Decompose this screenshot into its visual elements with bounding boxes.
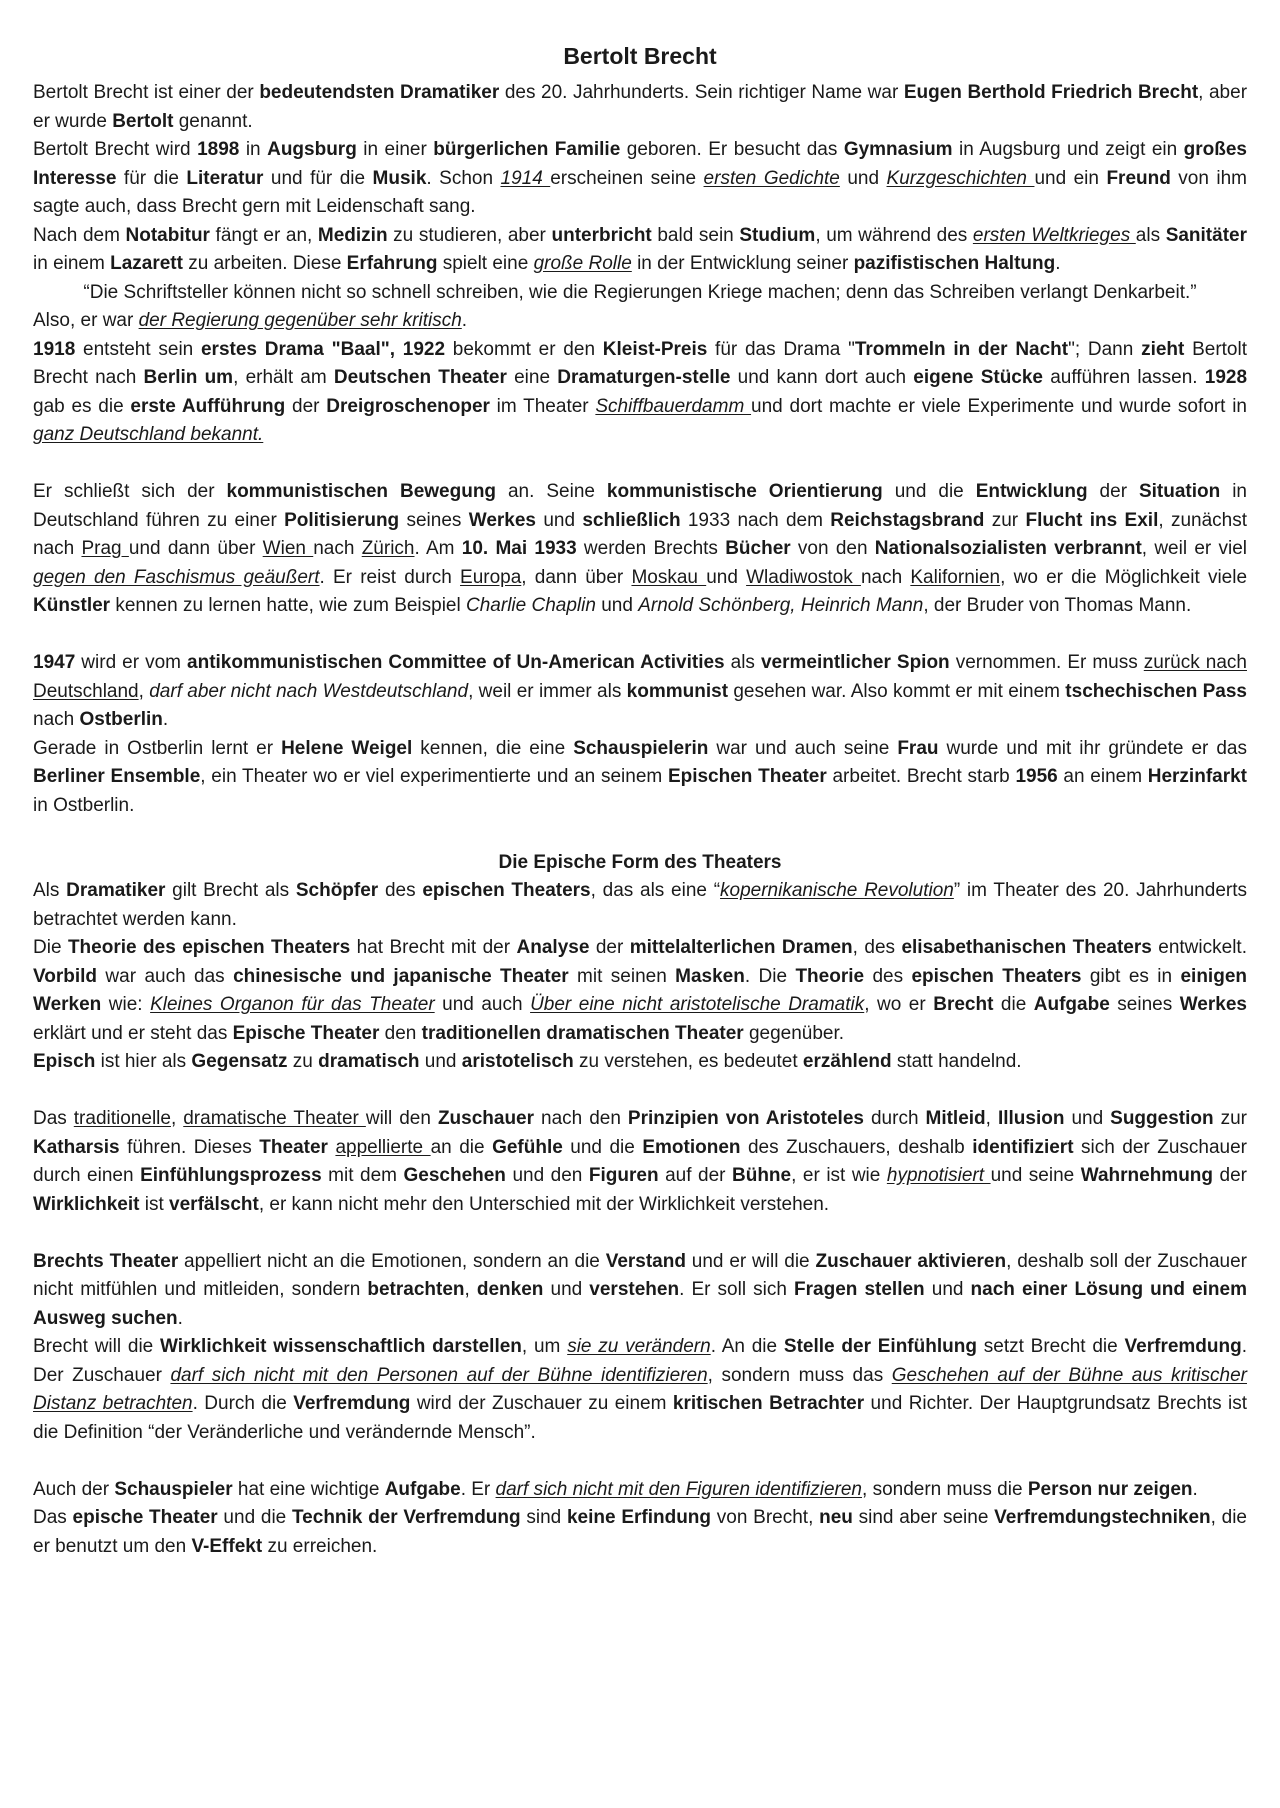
bold-text: Theorie des epischen Theaters	[67, 937, 351, 958]
bold-text: Künstler	[33, 595, 111, 616]
bold-text: Nationalsozialisten verbrannt	[874, 538, 1142, 559]
bold-text: Flucht ins Exil	[1025, 509, 1159, 531]
bold-text: Musik	[372, 167, 427, 189]
bold-text: 1956	[1015, 766, 1058, 787]
bold-text: verfälscht	[169, 1193, 259, 1215]
bold-text: vermeintlicher Spion	[760, 652, 950, 673]
paragraph-intro: Bertolt Brecht ist einer der bedeutendsten Dramatiker des 20. Jahrhunderts. Sein richtiger Name war Eugen Berthold Friedrich Brecht, aber er wurde Bertolt genannt.	[33, 82, 1248, 132]
italic-text: Arnold Schönberg, Heinrich Mann	[638, 595, 924, 616]
paragraph-spacer	[33, 1219, 1247, 1248]
underlined-text: gegen den Faschismus geäußert	[33, 566, 320, 588]
bold-text: erstes Drama "Baal", 1922	[200, 338, 446, 360]
bold-text: Illusion	[997, 1108, 1065, 1129]
bold-text: Aufgabe	[1033, 994, 1110, 1015]
bold-text: zieht	[1141, 338, 1185, 360]
bold-text: Entwicklung	[975, 481, 1088, 502]
bold-text: Stelle der Einfühlung	[783, 1336, 977, 1357]
italic-text: darf aber nicht nach Westdeutschland	[149, 680, 469, 702]
paragraph-spacer	[33, 820, 1247, 849]
bold-text: Vorbild	[33, 965, 98, 987]
bold-text: Ostberlin	[79, 709, 163, 730]
bold-text: Schauspieler	[114, 1478, 233, 1500]
bold-text: antikommunistischen Committee of Un-American Activities	[187, 652, 725, 673]
bold-text: Situation	[1138, 481, 1221, 502]
bold-text: erste Aufführung	[130, 395, 286, 417]
bold-text: Kleist-Preis	[602, 338, 708, 360]
bold-text: Werkes	[1179, 994, 1247, 1015]
bold-text: erzählend	[802, 1051, 892, 1072]
bold-text: eigene Stücke	[913, 367, 1043, 388]
paragraph-epic-intro: Als Dramatiker gilt Brecht als Schöpfer des epischen Theaters, das als eine “kopernikanische Revolution” im Theater des 20. Jahrhunderts betrachtet werden kann.	[33, 880, 1247, 930]
underlined-text: darf sich nicht mit den Personen auf der Bühne identifizieren	[170, 1364, 708, 1386]
paragraph-return: 1947 wird er vom antikommunistischen Committee of Un-American Activities als vermeintlicher Spion vernommen. Er muss zurück nach Deutschland, darf aber nicht nach Westdeutschland, weil er immer als kommunist gesehen war. Also kommt er mit einem tschechischen Pass nach Ostberlin.	[33, 652, 1247, 730]
bold-text: unterbricht	[551, 224, 652, 246]
paragraph-spacer	[33, 450, 1247, 479]
bold-text: kritischen Betrachter	[672, 1393, 865, 1414]
bold-text: bedeutendsten Dramatiker	[259, 82, 500, 103]
paragraph-ostberlin: Gerade in Ostberlin lernt er Helene Weigel kennen, die eine Schauspielerin war und auch seine Frau wurde und mit ihr gründete er das Berliner Ensemble, ein Theater wo er viel experimentierte und an seinem Epischen Theater arbeitet. Brecht starb 1956 an einem Herzinfarkt in Ostberlin.	[33, 737, 1247, 816]
paragraph-traditional-theater: Das traditionelle, dramatische Theater will den Zuschauer nach den Prinzipien von Aristoteles durch Mitleid, Illusion und Suggestion zur Katharsis führen. Dieses Theater appellierte an die Gefühle und die Emotionen des Zuschauers, deshalb identifiziert sich der Zuschauer durch einen Einfühlungsprozess mit dem Geschehen und den Figuren auf der Bühne, er ist wie hypnotisiert und seine Wahrnehmung der Wirklichkeit ist verfälscht, er kann nicht mehr den Unterschied mit der Wirklichkeit verstehen.	[33, 1108, 1248, 1215]
bold-text: Zuschauer aktivieren	[815, 1250, 1007, 1272]
bold-text: großes Interesse	[33, 139, 1248, 189]
underlined-text: ganz Deutschland bekannt.	[33, 424, 264, 445]
bold-text: Epische Theater	[232, 1022, 380, 1044]
bold-text: Freund	[1106, 167, 1171, 189]
bold-text: Frau	[897, 737, 939, 759]
bold-text: Eugen Berthold Friedrich Brecht	[903, 82, 1199, 103]
bold-text: Brechts Theater	[33, 1250, 179, 1272]
bold-text: Werkes	[468, 509, 536, 531]
bold-text: keine Erfindung	[566, 1507, 712, 1528]
bold-text: Dramatiker	[66, 880, 166, 901]
bold-text: Person nur zeigen	[1027, 1478, 1193, 1500]
bold-text: kommunistische Orientierung	[606, 481, 883, 502]
underlined-text: 1914	[500, 167, 551, 189]
bold-text: kommunistischen Bewegung	[226, 481, 497, 502]
underlined-text: traditionelle	[73, 1108, 171, 1129]
underlined-text: hypnotisiert	[886, 1165, 991, 1186]
bold-text: Verfremdung	[1124, 1336, 1242, 1357]
bold-text: epischen Theaters	[911, 965, 1082, 987]
bold-text: Herzinfarkt	[1147, 766, 1247, 787]
bold-text: Einfühlungsprozess	[140, 1165, 322, 1186]
brecht-quote: “Die Schriftsteller können nicht so schnell schreiben, wie die Regierungen Kriege machen; denn das Schreiben verlangt Denkarbeit.”	[83, 281, 1197, 303]
paragraph-brechts-theater: Brechts Theater appelliert nicht an die Emotionen, sondern an die Verstand und er will die Zuschauer aktivieren, deshalb soll der Zuschauer nicht mitfühlen und mitleiden, sondern betrachten, denken und verstehen. Er soll sich Fragen stellen und nach einer Lösung und einem Ausweg suchen.	[33, 1250, 1248, 1329]
bold-text: Gegensatz	[191, 1051, 288, 1072]
underlined-text: ersten Weltkrieges	[972, 224, 1136, 246]
bold-text: 1928	[1204, 367, 1248, 388]
underlined-text: sie zu verändern	[567, 1336, 711, 1357]
bold-text: Dreigroschenoper	[326, 395, 490, 417]
bold-text: Bertolt	[112, 110, 174, 132]
bold-text: 1918	[33, 338, 76, 360]
bold-text: neu	[819, 1507, 853, 1528]
bold-text: pazifistischen Haltung	[853, 253, 1056, 274]
bold-text: elisabethanischen Theaters	[901, 937, 1152, 958]
bold-text: Augsburg	[267, 139, 357, 160]
underlined-text: zurück nach Deutschland	[33, 652, 1247, 702]
paragraph-spacer	[33, 1447, 1247, 1476]
underlined-text: der Regierung gegenüber sehr kritisch	[138, 310, 462, 331]
paragraph-career: 1918 entsteht sein erstes Drama "Baal", 1922 bekommt er den Kleist-Preis für das Drama "Trommeln in der Nacht"; Dann zieht Bertolt Brecht nach Berlin um, erhält am Deutschen Theater eine Dramaturgen-stelle und kann dort auch eigene Stücke aufführen lassen. 1928 gab es die erste Aufführung der Dreigroschenoper im Theater Schiffbauerdamm und dort machte er viele Experimente und wurde sofort in ganz Deutschland bekannt.	[33, 338, 1248, 445]
bold-text: Gefühle	[492, 1136, 563, 1158]
bold-text: Reichstagsbrand	[830, 509, 985, 531]
underlined-text: Wien	[262, 538, 314, 559]
bold-text: Verfremdungstechniken	[994, 1507, 1211, 1528]
paragraph-epic-theory: Die Theorie des epischen Theaters hat Brecht mit der Analyse der mittelalterlichen Dramen, des elisabethanischen Theaters entwickelt. Vorbild war auch das chinesische und japanische Theater mit seinen Masken. Die Theorie des epischen Theaters gibt es in einigen Werken wie: Kleines Organon für das Theater und auch Über eine nicht aristotelische Dramatik, wo er Brecht die Aufgabe seines Werkes erklärt und er steht das Epische Theater den traditionellen dramatischen Theater gegenüber.	[33, 937, 1247, 1044]
underlined-text: darf sich nicht mit den Figuren identifizieren	[495, 1478, 863, 1500]
bold-text: Technik der Verfremdung	[291, 1507, 521, 1528]
bold-text: verstehen	[589, 1279, 680, 1300]
bold-text: Emotionen	[642, 1136, 741, 1158]
paragraph-childhood: Bertolt Brecht wird 1898 in Augsburg in einer bürgerlichen Familie geboren. Er besucht das Gymnasium in Augsburg und zeigt ein großes Interesse für die Literatur und für die Musik. Schon 1914 erscheinen seine ersten Gedichte und Kurzgeschichten und ein Freund von ihm sagte auch, dass Brecht gern mit Leidenschaft sang.	[33, 139, 1248, 217]
bold-text: tschechischen Pass	[1065, 680, 1247, 702]
bold-text: schließlich	[582, 509, 681, 531]
bold-text: betrachten	[367, 1279, 465, 1300]
bold-text: Theater	[259, 1136, 328, 1158]
bold-text: epischen Theaters	[422, 880, 591, 901]
bold-text: mittelalterlichen Dramen	[629, 937, 853, 958]
bold-text: Fragen stellen	[794, 1279, 925, 1300]
bold-text: traditionellen dramatischen Theater	[421, 1022, 744, 1044]
bold-text: Wirklichkeit	[33, 1193, 140, 1215]
bold-text: dramatisch	[318, 1051, 420, 1072]
bold-text: chinesische und japanische Theater	[233, 965, 569, 987]
bold-text: Medizin	[317, 224, 388, 246]
bold-text: Lazarett	[110, 253, 183, 274]
bold-text: Suggestion	[1110, 1108, 1214, 1129]
bold-text: Mitleid	[925, 1108, 986, 1129]
bold-text: denken	[476, 1279, 544, 1300]
bold-text: Geschehen	[403, 1165, 506, 1186]
bold-text: Analyse	[516, 937, 590, 958]
bold-text: Literatur	[186, 167, 264, 189]
underlined-text: Kleines Organon für das Theater	[150, 994, 435, 1015]
bold-text: Bücher	[725, 538, 791, 559]
bold-text: Bühne	[732, 1165, 792, 1186]
bold-text: Aufgabe	[384, 1478, 461, 1500]
bold-text: Theorie	[795, 965, 865, 987]
paragraph-verfremdung: Brecht will die Wirklichkeit wissenschaftlich darstellen, um sie zu verändern. An die Stelle der Einfühlung setzt Brecht die Verfremdung. Der Zuschauer darf sich nicht mit den Personen auf der Bühne identifizieren, sondern muss das Geschehen auf der Bühne aus kritischer Distanz betrachten. Durch die Verfremdung wird der Zuschauer zu einem kritischen Betrachter und Richter. Der Hauptgrundsatz Brechts ist die Definition “der Veränderliche und verändernde Mensch”.	[33, 1336, 1248, 1443]
bold-text: Trommeln in der Nacht	[854, 338, 1069, 360]
bold-text: nach einer Lösung und einem Ausweg suchen	[33, 1279, 1247, 1329]
bold-text: Masken	[675, 965, 745, 987]
bold-text: epische Theater	[72, 1507, 218, 1528]
bold-text: Erfahrung	[346, 253, 438, 274]
underlined-text: appellierte	[335, 1136, 431, 1158]
underlined-text: kopernikanische Revolution	[720, 880, 954, 901]
section-title: Die Epische Form des Theaters	[498, 851, 782, 873]
bold-text: Wahrnehmung	[1080, 1165, 1214, 1186]
bold-text: Politisierung	[284, 509, 400, 531]
underlined-text: Europa	[460, 566, 522, 588]
paragraph-critical: Also, er war der Regierung gegenüber sehr kritisch.	[33, 310, 468, 331]
bold-text: Schauspielerin	[573, 737, 709, 759]
bold-text: Wirklichkeit wissenschaftlich darstellen	[160, 1336, 522, 1357]
bold-text: Helene Weigel	[281, 737, 413, 759]
bold-text: Notabitur	[125, 224, 210, 246]
paragraph-actor: Auch der Schauspieler hat eine wichtige Aufgabe. Er darf sich nicht mit den Figuren identifizieren, sondern muss die Person nur zeigen.	[33, 1478, 1198, 1500]
paragraph-spacer	[33, 621, 1247, 650]
underlined-text: Geschehen auf der Bühne aus kritischer Distanz betrachten	[33, 1364, 1247, 1414]
bold-text: 1898	[197, 139, 240, 160]
document-title: Bertolt Brecht	[563, 43, 717, 69]
bold-text: Brecht	[933, 994, 994, 1015]
bold-text: Sanitäter	[1165, 224, 1247, 246]
bold-text: aristotelisch	[461, 1051, 574, 1072]
bold-text: 10. Mai 1933	[461, 538, 577, 559]
paragraph-spacer	[33, 1077, 1247, 1106]
bold-text: Dramaturgen-stelle	[557, 367, 731, 388]
underlined-text: Kalifornien	[910, 566, 1001, 588]
bold-text: Deutschen Theater	[333, 367, 507, 388]
bold-text: einigen Werken	[33, 965, 1247, 1015]
bold-text: V-Effekt	[191, 1535, 263, 1557]
bold-text: identifiziert	[972, 1136, 1074, 1158]
italic-text: Charlie Chaplin	[466, 595, 596, 616]
bold-text: 1947	[33, 652, 76, 673]
bold-text: Berlin um	[143, 367, 234, 388]
bold-text: Gymnasium	[843, 139, 953, 160]
bold-text: Schöpfer	[295, 880, 379, 901]
underlined-text: ersten Gedichte	[703, 167, 840, 189]
bold-text: Epischen Theater	[667, 766, 827, 787]
bold-text: Studium	[739, 224, 816, 246]
bold-text: kommunist	[626, 680, 729, 702]
paragraph-war: Nach dem Notabitur fängt er an, Medizin zu studieren, aber unterbricht bald sein Studium, um während des ersten Weltkrieges als Sanitäter in einem Lazarett zu arbeiten. Diese Erfahrung spielt eine große Rolle in der Entwicklung seiner pazifistischen Haltung.	[33, 224, 1247, 274]
bold-text: Figuren	[588, 1165, 659, 1186]
bold-text: Zuschauer	[437, 1108, 535, 1129]
paragraph-v-effekt: Das epische Theater und die Technik der Verfremdung sind keine Erfindung von Brecht, neu sind aber seine Verfremdungstechniken, die er benutzt um den V-Effekt zu erreichen.	[33, 1507, 1248, 1557]
bold-text: Katharsis	[33, 1136, 120, 1158]
underlined-text: dramatische Theater	[183, 1108, 366, 1129]
bold-text: Episch	[33, 1051, 96, 1072]
bold-text: bürgerlichen Familie	[433, 139, 621, 160]
underlined-text: Wladiwostok	[746, 566, 861, 588]
paragraph-epic-definition: Episch ist hier als Gegensatz zu dramatisch und aristotelisch zu verstehen, es bedeutet erzählend statt handelnd.	[33, 1051, 1022, 1072]
paragraph-exile: Er schließt sich der kommunistischen Bewegung an. Seine kommunistische Orientierung und die Entwicklung der Situation in Deutschland führen zu einer Politisierung seines Werkes und schließlich 1933 nach dem Reichstagsbrand zur Flucht ins Exil, zunächst nach Prag und dann über Wien nach Zürich. Am 10. Mai 1933 werden Brechts Bücher von den Nationalsozialisten verbrannt, weil er viel gegen den Faschismus geäußert. Er reist durch Europa, dann über Moskau und Wladiwostok nach Kalifornien, wo er die Möglichkeit viele Künstler kennen zu lernen hatte, wie zum Beispiel Charlie Chaplin und Arnold Schönberg, Heinrich Mann, der Bruder von Thomas Mann.	[33, 481, 1248, 616]
underlined-text: Moskau	[631, 566, 707, 588]
bold-text: Verfremdung	[293, 1393, 411, 1414]
underlined-text: Zürich	[361, 538, 415, 559]
underlined-text: große Rolle	[533, 253, 632, 274]
bold-text: Prinzipien von Aristoteles	[627, 1108, 864, 1129]
bold-text: Verstand	[605, 1250, 686, 1272]
underlined-text: Über eine nicht aristotelische Dramatik	[530, 994, 865, 1015]
bold-text: Berliner Ensemble	[33, 766, 201, 787]
underlined-text: Prag	[81, 538, 129, 559]
underlined-text: Schiffbauerdamm	[595, 395, 752, 417]
underlined-text: Kurzgeschichten	[886, 167, 1035, 189]
